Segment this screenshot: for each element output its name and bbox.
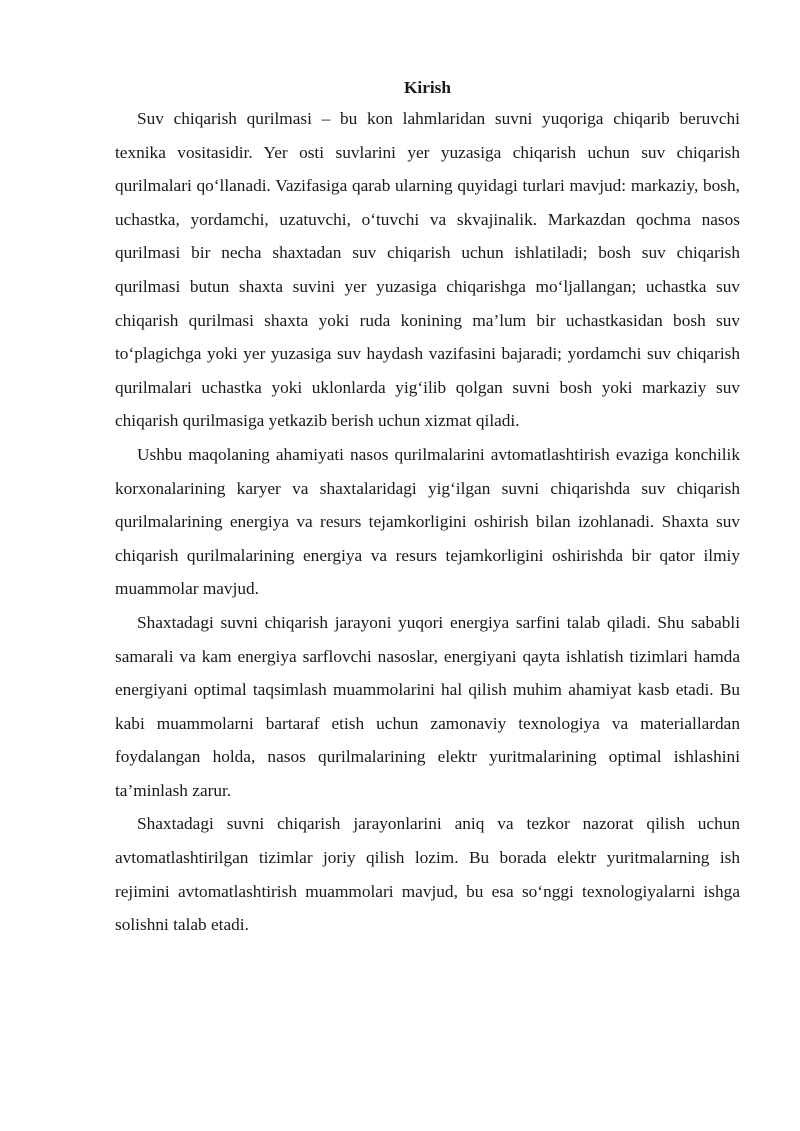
paragraph-significance: Ushbu maqolaning ahamiyati nasos qurilmalarini avtomatlashtirish evaziga konchilik korxonalarining karyer va shaxtalaridagi yig‘ilgan suvni chiqarishda suv chiqarish qurilmalarining energiya va resurs tejamkorligini oshirish bilan izohlanadi. Shaxta suv chiqarish qurilmalarining energiya va resurs tejamkorligini oshirishda bir qator ilmiy muammolar mavjud. <box>115 444 740 599</box>
paragraph-intro: Suv chiqarish qurilmasi – bu kon lahmlaridan suvni yuqoriga chiqarib beruvchi texnika vositasidir. Yer osti suvlarini yer yuzasiga chiqarish uchun suv chiqarish qurilmalari qo‘llanadi. Vazifasiga qarab ularning quyidagi turlari mavjud: markaziy, bosh, uchastka, yordamchi, uzatuvchi, o‘tuvchi va skvajinalik. Markazdan qochma nasos qurilmasi bir necha shaxtadan suv chiqarish uchun ishlatiladi; bosh suv chiqarish qurilmasi butun shaxta suvini yer yuzasiga chiqarishga mo‘ljallangan; uchastka suv chiqarish qurilmasi shaxta yoki ruda konining ma’lum bir uchastkasidan bosh suv to‘plagichga yoki yer yuzasiga suv haydash vazifasini bajaradi; yordamchi suv chiqarish qurilmalari uchastka yoki uklonlarda yig‘ilib qolgan suvni bosh yoki markaziy suv chiqarish qurilmasiga yetkazib berish uchun xizmat qiladi. <box>115 109 740 431</box>
paragraph-automation: Shaxtadagi suvni chiqarish jarayonlarini aniq va tezkor nazorat qilish uchun avtomatlashtirilgan tizimlar joriy qilish lozim. Bu borada elektr yuritmalarning ish rejimini avtomatlashtirish muammolari mavjud, bu esa so‘nggi texnologiyalarni ishga solishni talab etadi. <box>115 814 740 935</box>
section-title: Kirish <box>403 78 452 97</box>
paragraph-energy: Shaxtadagi suvni chiqarish jarayoni yuqori energiya sarfini talab qiladi. Shu sababli samarali va kam energiya sarflovchi nasoslar, energiyani qayta ishlatish tizimlari hamda energiyani optimal taqsimlash muammolarini hal qilish muhim ahamiyat kasb etadi. Bu kabi muammolarni bartaraf etish uchun zamonaviy texnologiya va materiallardan foydalangan holda, nasos qurilmalarining elektr yuritmalarining optimal ishlashini ta’minlash zarur. <box>115 612 740 800</box>
document-page <box>115 74 740 942</box>
